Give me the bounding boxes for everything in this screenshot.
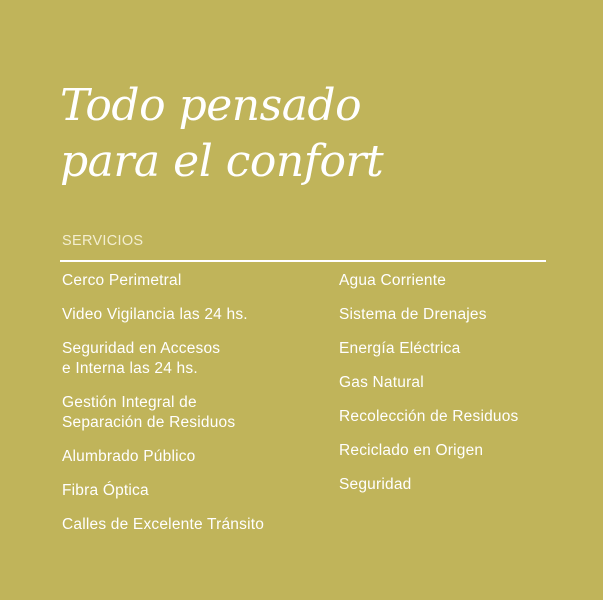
service-item-line: Fibra Óptica xyxy=(62,482,149,499)
service-item xyxy=(62,515,264,535)
service-item xyxy=(339,475,519,495)
service-item xyxy=(62,481,264,501)
service-item-line: Energía Eléctrica xyxy=(339,340,461,357)
service-item xyxy=(62,271,264,291)
service-item-line: Cerco Perimetral xyxy=(62,272,182,289)
service-item-line: Sistema de Drenajes xyxy=(339,306,487,323)
service-item-line: Calles de Excelente Tránsito xyxy=(62,516,265,533)
section-label: SERVICIOS xyxy=(62,233,144,249)
service-item xyxy=(62,447,264,467)
heading-line-2: para el confort xyxy=(60,136,384,187)
heading-line-1: Todo pensado xyxy=(60,80,362,131)
service-item-line: Video Vigilancia las 24 hs. xyxy=(62,306,248,323)
service-item xyxy=(62,305,264,325)
service-item-line: Agua Corriente xyxy=(339,272,447,289)
service-item xyxy=(339,271,519,291)
service-item xyxy=(339,373,519,393)
services-list-left xyxy=(62,271,264,535)
service-item-line: e Interna las 24 hs. xyxy=(62,360,198,377)
service-item-line: Seguridad xyxy=(339,476,412,493)
service-item xyxy=(62,339,264,379)
service-item-line: Recolección de Residuos xyxy=(339,408,519,425)
service-item-line: Seguridad en Accesos xyxy=(62,340,221,357)
service-item-line: Gestión Integral de xyxy=(62,394,197,411)
divider xyxy=(60,260,546,262)
service-item xyxy=(339,305,519,325)
service-item-line: Reciclado en Origen xyxy=(339,442,484,459)
service-item xyxy=(62,393,264,433)
services-list-right xyxy=(339,271,519,495)
service-item xyxy=(339,339,519,359)
service-item xyxy=(339,441,519,461)
service-item-line: Alumbrado Público xyxy=(62,448,196,465)
service-item-line: Separación de Residuos xyxy=(62,414,236,431)
heading xyxy=(60,78,383,190)
service-item-line: Gas Natural xyxy=(339,374,424,391)
service-item xyxy=(339,407,519,427)
